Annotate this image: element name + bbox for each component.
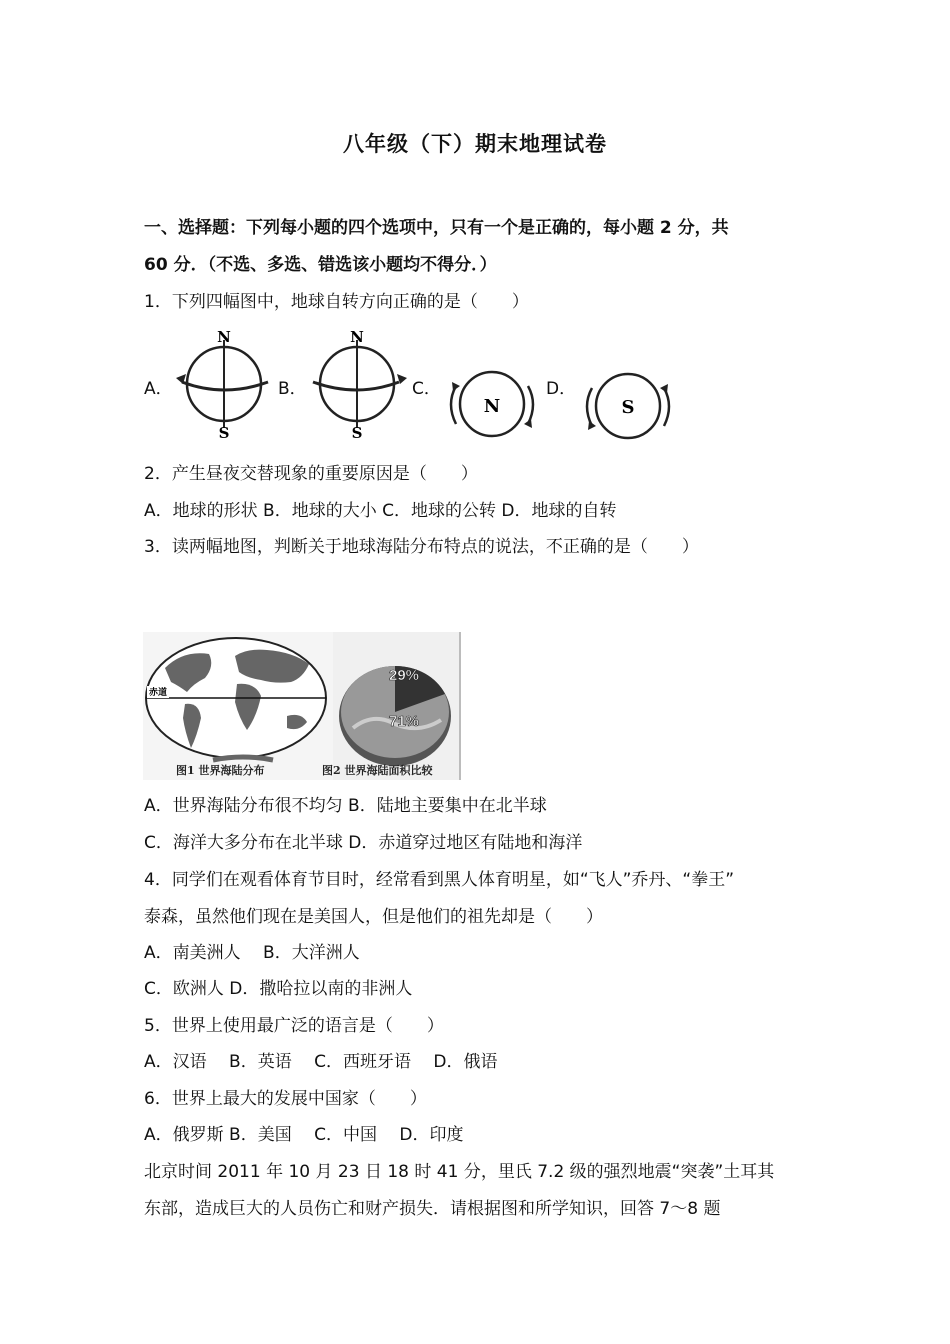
north-pole-label: N [483, 396, 501, 417]
question-4-options-ab: A．南美洲人 B．大洋洲人 [144, 943, 360, 963]
passage-line1: 北京时间 2011 年 10 月 23 日 18 时 41 分，里氏 7.2 级的强烈地震“突袭”土耳其 [144, 1162, 775, 1182]
q1-diagram-c [442, 360, 546, 444]
north-pole-label: N [350, 328, 364, 346]
question-2-stem: 2．产生昼夜交替现象的重要原因是（ ） [144, 464, 478, 484]
page-title: 八年级（下）期末地理试卷 [343, 132, 607, 156]
q1-diagram-a [172, 328, 276, 440]
question-6-options: A．俄罗斯 B．美国 C．中国 D．印度 [144, 1125, 464, 1145]
q1-option-a-label: A． [144, 379, 173, 399]
question-3-options-cd: C．海洋大多分布在北半球 D．赤道穿过地区有陆地和海洋 [144, 833, 583, 853]
q3-figure-world-map [143, 632, 333, 780]
q1-option-c-label: C． [412, 379, 441, 399]
q1-option-d-label: D． [546, 379, 577, 399]
question-3-stem: 3．读两幅地图，判断关于地球海陆分布特点的说法，不正确的是（ ） [144, 537, 699, 557]
section-heading-line2: 60 分．（不选、多选、错选该小题均不得分．） [144, 255, 497, 275]
south-pole-label: S [218, 424, 230, 442]
question-4-stem-line2: 泰森，虽然他们现在是美国人，但是他们的祖先却是（ ） [144, 907, 603, 927]
figure-1-caption: 图1 世界海陆分布 [176, 764, 265, 777]
q1-diagram-d [576, 362, 680, 446]
figure-2-caption: 图2 世界海陆面积比较 [322, 764, 433, 777]
question-3-options-ab: A．世界海陆分布很不均匀 B．陆地主要集中在北半球 [144, 796, 547, 816]
q1-option-b-label: B． [278, 379, 307, 399]
question-4-options-cd: C．欧洲人 D．撒哈拉以南的非洲人 [144, 979, 413, 999]
passage-line2: 东部，造成巨大的人员伤亡和财产损失．请根据图和所学知识，回答 7～8 题 [144, 1199, 721, 1219]
question-5-options: A．汉语 B．英语 C．西班牙语 D．俄语 [144, 1052, 498, 1072]
question-6-stem: 6．世界上最大的发展中国家（ ） [144, 1089, 427, 1109]
q1-diagram-b [305, 328, 409, 440]
section-heading-line1: 一、选择题：下列每小题的四个选项中，只有一个是正确的，每小题 2 分，共 [144, 218, 729, 238]
ocean-percentage-label: 71% [389, 713, 420, 730]
map-equator-label: 赤道 [149, 688, 168, 698]
question-1-stem: 1．下列四幅图中，地球自转方向正确的是（ ） [144, 292, 529, 312]
north-pole-label: N [217, 328, 231, 346]
question-2-options: A．地球的形状 B．地球的大小 C．地球的公转 D．地球的自转 [144, 501, 617, 521]
q3-figure-pie-chart [333, 632, 461, 780]
question-5-stem: 5．世界上使用最广泛的语言是（ ） [144, 1016, 444, 1036]
south-pole-label: S [621, 397, 635, 418]
land-percentage-label: 29% [389, 667, 420, 684]
south-pole-label: S [351, 424, 363, 442]
question-4-stem-line1: 4．同学们在观看体育节目时，经常看到黑人体育明星，如“飞人”乔丹、“拳王” [144, 870, 735, 890]
